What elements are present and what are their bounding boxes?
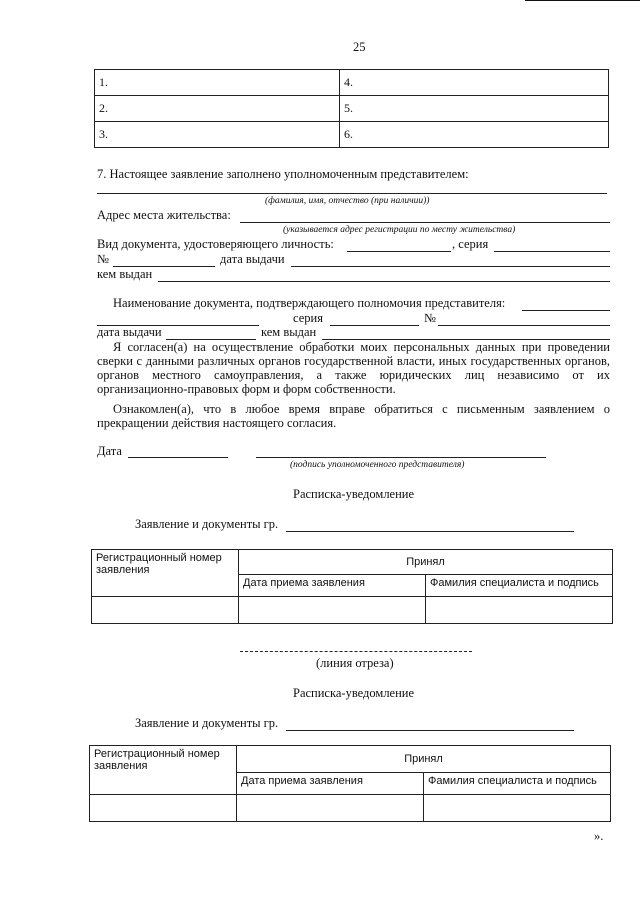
authority-number-field[interactable] — [438, 325, 610, 326]
table-cell: 1. — [95, 70, 340, 96]
receipt-table — [91, 549, 613, 624]
id-series-label: , серия — [452, 237, 489, 251]
receipt-docs-label: Заявление и документы гр. — [135, 517, 279, 531]
table-row — [92, 597, 613, 624]
numbered-table — [94, 69, 609, 148]
specialist-cell[interactable] — [426, 597, 613, 624]
table-cell: 4. — [340, 70, 609, 96]
authority-number-label: № — [424, 311, 436, 325]
id-issued-by-label: кем выдан — [97, 267, 153, 281]
id-document-field[interactable] — [347, 251, 451, 252]
receipt-title: Расписка-уведомление — [293, 487, 415, 501]
id-issue-date-label: дата выдачи — [220, 252, 285, 266]
name-hint: (фамилия, имя, отчество (при наличии)) — [265, 196, 430, 206]
accepted-header: Принял — [237, 746, 611, 773]
acknowledge-paragraph: Ознакомлен(а), что в любое время вправе обратиться с письменным заявлением о прекращении действия настоящего согласия. — [97, 402, 610, 430]
signature-field[interactable] — [256, 457, 546, 458]
address-label: Адрес места жительства: — [97, 208, 231, 222]
authority-series-label: серия — [293, 311, 323, 325]
table-row — [95, 122, 609, 148]
specialist-cell[interactable] — [424, 795, 611, 822]
top-edge-line — [525, 0, 640, 1]
id-issue-date-field[interactable] — [291, 266, 610, 267]
table-row — [95, 96, 609, 122]
authority-series-field[interactable] — [330, 325, 419, 326]
authority-document-field[interactable] — [522, 310, 610, 311]
reg-number-cell[interactable] — [90, 795, 237, 822]
id-document-label: Вид документа, удостоверяющего личность: — [97, 237, 334, 251]
table-cell: 3. — [95, 122, 340, 148]
receipt-title: Расписка-уведомление — [293, 686, 415, 700]
date-field[interactable] — [128, 457, 228, 458]
table-row — [92, 550, 613, 575]
receipt-citizen-field[interactable] — [286, 730, 574, 731]
table-row — [90, 795, 611, 822]
date-label: Дата — [97, 444, 122, 458]
representative-name-field[interactable] — [97, 193, 607, 194]
table-cell: 5. — [340, 96, 609, 122]
reg-number-cell[interactable] — [92, 597, 239, 624]
cut-line-label: (линия отреза) — [316, 656, 394, 670]
date-header: Дата приема заявления — [237, 773, 424, 795]
receipt-docs-label: Заявление и документы гр. — [135, 716, 279, 730]
receipt-citizen-field[interactable] — [286, 531, 574, 532]
page-number: 25 — [353, 40, 366, 54]
table-row — [90, 746, 611, 773]
cut-line — [240, 651, 472, 652]
date-cell[interactable] — [237, 795, 424, 822]
specialist-header: Фамилия специалиста и подпись — [426, 575, 613, 597]
authority-issued-by-label: кем выдан — [261, 325, 317, 339]
id-issued-by-field[interactable] — [158, 281, 610, 282]
date-cell[interactable] — [239, 597, 426, 624]
table-cell: 6. — [340, 122, 609, 148]
receipt-table — [89, 745, 611, 822]
address-hint: (указывается адрес регистрации по месту жительства) — [283, 225, 516, 235]
signature-hint: (подпись уполномоченного представителя) — [290, 460, 465, 470]
id-number-label: № — [97, 252, 109, 266]
authority-issue-date-label: дата выдачи — [97, 325, 162, 339]
id-series-field[interactable] — [494, 251, 610, 252]
table-row — [95, 70, 609, 96]
authority-document-label: Наименование документа, подтверждающего полномочия представителя: — [113, 296, 506, 310]
reg-number-header: Регистрационный номер заявления — [90, 746, 237, 795]
section7-heading: 7. Настоящее заявление заполнено уполномоченным представителем: — [97, 167, 469, 181]
specialist-header: Фамилия специалиста и подпись — [424, 773, 611, 795]
accepted-header: Принял — [239, 550, 613, 575]
address-field[interactable] — [240, 222, 610, 223]
consent-paragraph: Я согласен(а) на осуществление обработки моих персональных данных при проведении сверки с данными различных органов государственной власти, иных государственных органов, органов местного самоуправления, а также юридических лиц независимо от их организационно-правовых форм и форм собственности. — [97, 340, 610, 396]
table-cell: 2. — [95, 96, 340, 122]
closing-mark: ». — [594, 829, 604, 843]
reg-number-header: Регистрационный номер заявления — [92, 550, 239, 597]
date-header: Дата приема заявления — [239, 575, 426, 597]
